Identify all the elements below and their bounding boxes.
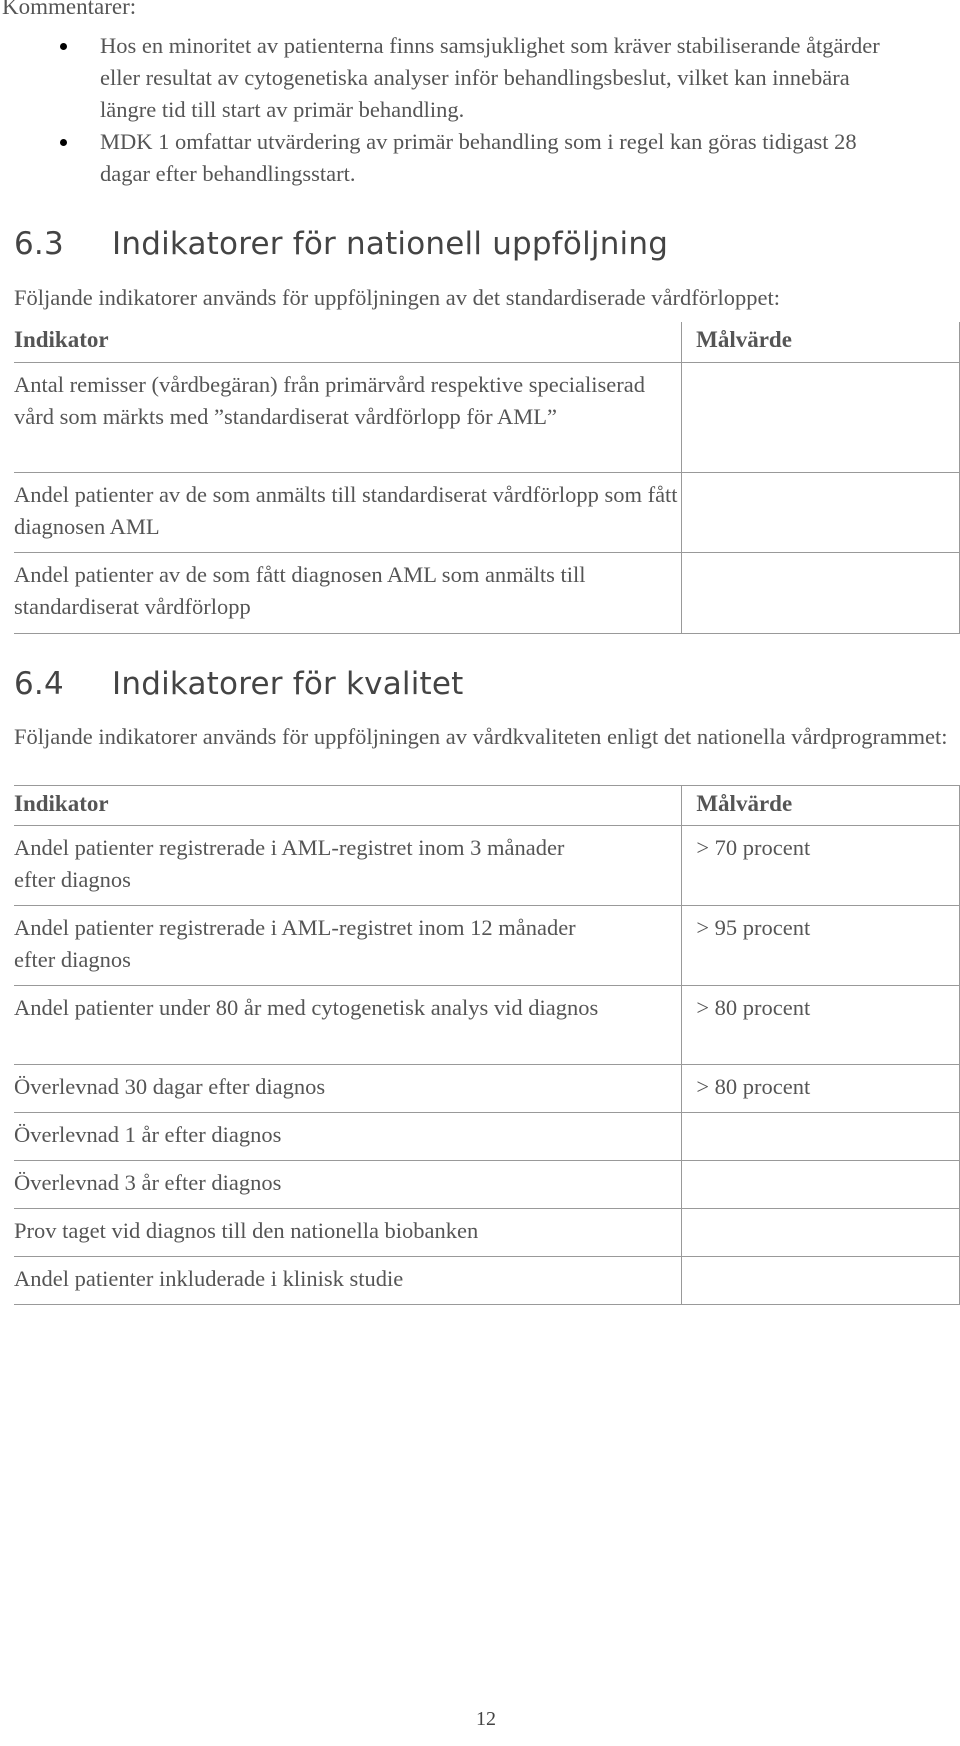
page-number: 12 (476, 1708, 496, 1730)
indicator-cell: Överlevnad 1 år efter diagnos (14, 1113, 682, 1161)
section-title: Indikatorer för nationell uppföljning (112, 226, 669, 262)
target-cell: > 80 procent (682, 1065, 960, 1113)
indicator-cell: Andel patienter under 80 år med cytogenetisk analys vid diagnos (14, 986, 682, 1065)
list-item-text: MDK 1 omfattar utvärdering av primär behandling som i regel kan göras tidigast 28 dagar efter behandlingsstart. (100, 129, 857, 186)
indicator-cell: Överlevnad 30 dagar efter diagnos (14, 1065, 682, 1113)
list-item-text: Hos en minoritet av patienterna finns samsjuklighet som kräver stabiliserande åtgärder eller resultat av cytogenetiska analyser inför behandlingsbeslut, vilket kan innebära längre tid till start av primär behandling. (100, 33, 880, 122)
section-heading-6-3 (14, 226, 668, 262)
target-cell: > 95 procent (682, 906, 960, 986)
indicator-table-quality (14, 785, 960, 1305)
table-row (14, 1161, 960, 1209)
table-row (14, 1209, 960, 1257)
table-row (14, 906, 960, 986)
bullet-icon (60, 139, 67, 146)
table-row (14, 472, 960, 552)
table-row (14, 826, 960, 906)
section-number: 6.3 (14, 226, 64, 262)
table-row (14, 1065, 960, 1113)
section-intro: Följande indikatorer används för uppföljningen av vårdkvaliteten enligt det nationella vårdprogrammet: (14, 724, 948, 749)
list-item (56, 126, 898, 190)
indicator-cell: Prov taget vid diagnos till den nationella biobanken (14, 1209, 682, 1257)
indicator-cell: Andel patienter inkluderade i klinisk studie (14, 1257, 682, 1305)
table-header-row (14, 786, 960, 826)
indicator-cell: Överlevnad 3 år efter diagnos (14, 1161, 682, 1209)
section-number: 6.4 (14, 666, 64, 702)
indicator-cell: Andel patienter registrerade i AML-registret inom 3 månader efter diagnos (14, 826, 682, 906)
section-title: Indikatorer för kvalitet (112, 666, 464, 702)
column-header-target: Målvärde (682, 786, 960, 826)
indicator-cell: Andel patienter av de som fått diagnosen AML som anmälts till standardiserat vårdförlopp (14, 552, 682, 633)
table-header-row (14, 322, 960, 362)
table-row (14, 1113, 960, 1161)
section-intro: Följande indikatorer används för uppföljningen av det standardiserade vårdförloppet: (14, 285, 781, 310)
target-cell (682, 1257, 960, 1305)
list-item (56, 30, 898, 126)
table-row (14, 986, 960, 1065)
target-cell: > 70 procent (682, 826, 960, 906)
indicator-cell: Andel patienter av de som anmälts till standardiserat vårdförlopp som fått diagnosen AML (14, 472, 682, 552)
indicator-table-national (14, 322, 960, 634)
target-cell (682, 472, 960, 552)
target-cell: > 80 procent (682, 986, 960, 1065)
target-cell (682, 1161, 960, 1209)
indicator-cell: Andel patienter registrerade i AML-registret inom 12 månader efter diagnos (14, 906, 682, 986)
target-cell (682, 1113, 960, 1161)
bullet-icon (60, 43, 67, 50)
column-header-target: Målvärde (682, 322, 960, 362)
section-heading-6-4 (14, 666, 464, 702)
indicator-cell: Antal remisser (vårdbegäran) från primärvård respektive specialiserad vård som märkts med ”standardiserat vårdförlopp för AML” (14, 362, 682, 472)
column-header-indicator: Indikator (14, 786, 682, 826)
target-cell (682, 552, 960, 633)
comments-list (56, 30, 956, 190)
table-row (14, 1257, 960, 1305)
table-row (14, 362, 960, 472)
target-cell (682, 1209, 960, 1257)
table-row (14, 552, 960, 633)
target-cell (682, 362, 960, 472)
comments-title: Kommentarer: (2, 0, 137, 19)
column-header-indicator: Indikator (14, 322, 682, 362)
